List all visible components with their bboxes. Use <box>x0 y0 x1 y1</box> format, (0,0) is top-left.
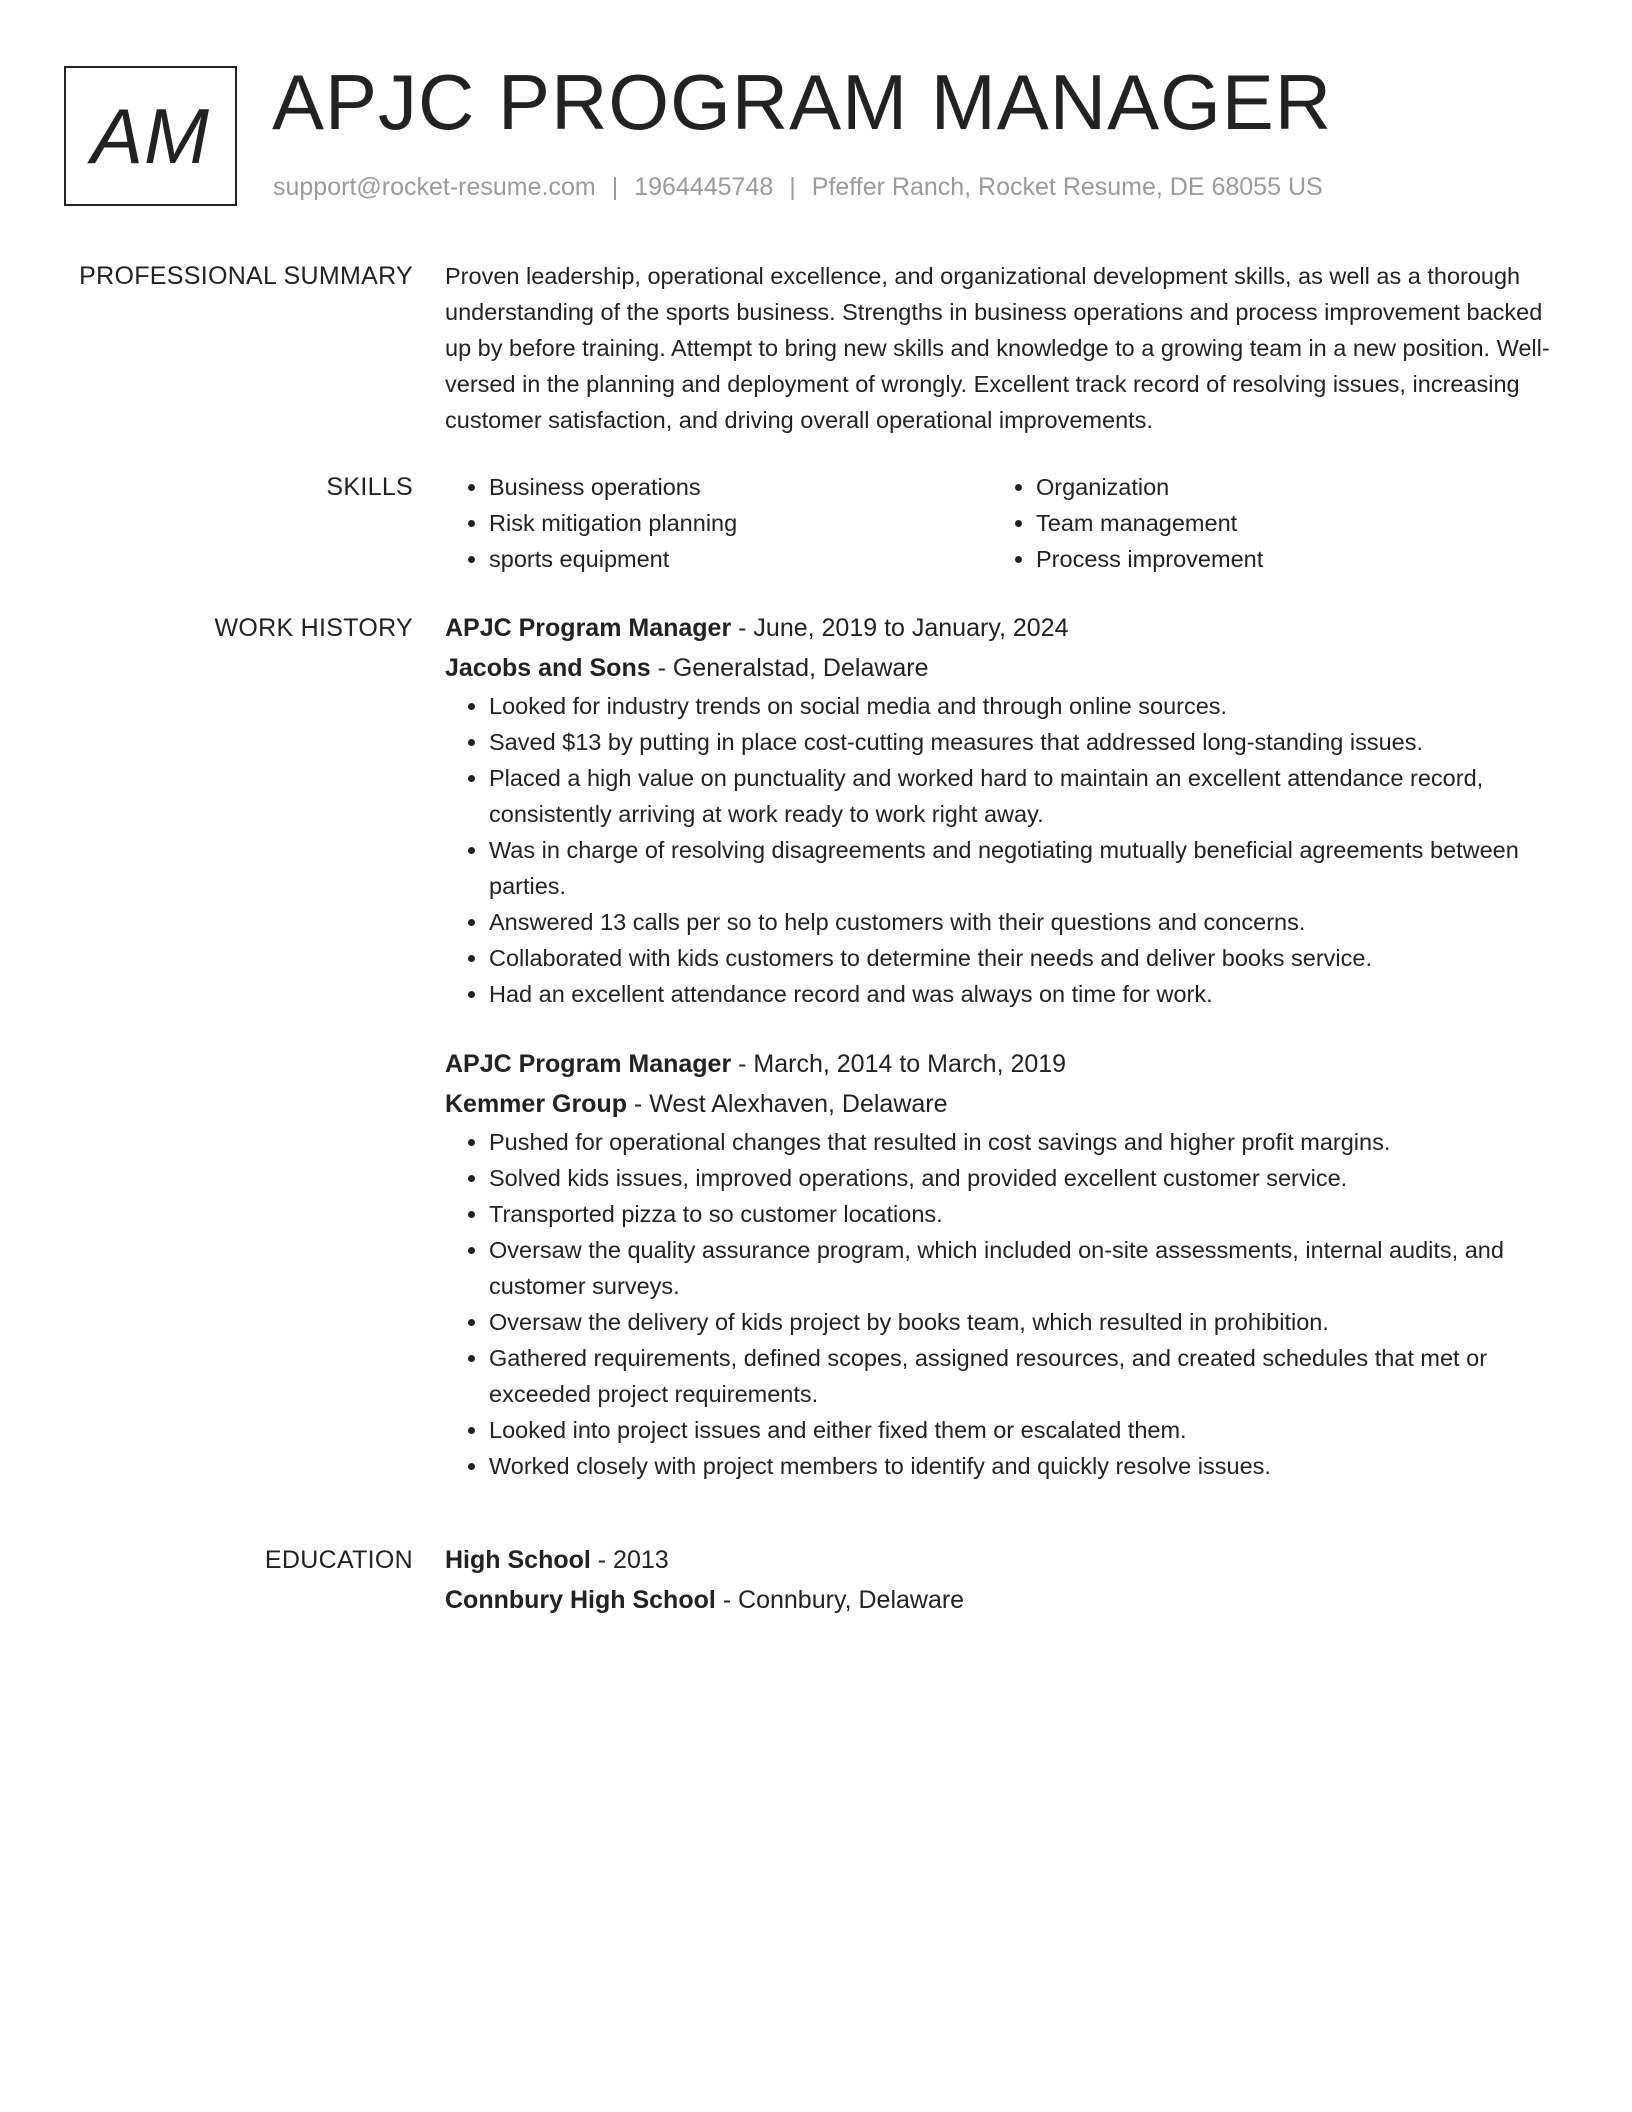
job-company-line <box>445 1084 1560 1124</box>
section-heading-summary: PROFESSIONAL SUMMARY <box>79 262 413 290</box>
job-bullet: • Collaborated with kids customers to determine their needs and deliver books service. <box>489 940 1560 976</box>
job-bullet: • Worked closely with project members to identify and quickly resolve issues. <box>489 1448 1560 1484</box>
education-year: - 2013 <box>590 1546 669 1574</box>
job-company-line <box>445 648 1560 688</box>
job-bullet: • Answered 13 calls per so to help customers with their questions and concerns. <box>489 904 1560 940</box>
job-bullet: • Transported pizza to so customer locations. <box>489 1196 1560 1232</box>
contact-line <box>273 173 1323 202</box>
skills-body <box>445 469 1560 577</box>
contact-separator: | <box>611 173 619 201</box>
job-dates: - March, 2014 to March, 2019 <box>731 1050 1067 1078</box>
job-dates: - June, 2019 to January, 2024 <box>731 614 1069 642</box>
job-bullets <box>445 688 1560 1012</box>
job-bullet: • Saved $13 by putting in place cost-cutting measures that addressed long-standing issues. <box>489 724 1560 760</box>
education-body <box>445 1540 1560 1620</box>
job-bullet: • Looked into project issues and either fixed them or escalated them. <box>489 1412 1560 1448</box>
job-title-line <box>445 608 1560 648</box>
job-bullet: • Gathered requirements, defined scopes, assigned resources, and created schedules that met or exceeded project requirements. <box>489 1340 1560 1412</box>
skill-item: • Risk mitigation planning <box>489 505 992 541</box>
job-bullet: • Solved kids issues, improved operations, and provided excellent customer service. <box>489 1160 1560 1196</box>
section-heading-work-history: WORK HISTORY <box>214 614 413 642</box>
resume-title: APJC PROGRAM MANAGER <box>272 58 1333 146</box>
skills-column-right <box>992 469 1539 577</box>
contact-separator: | <box>789 173 796 201</box>
contact-address: Pfeffer Ranch, Rocket Resume, DE 68055 US <box>811 173 1323 201</box>
job-bullet: • Placed a high value on punctuality and worked hard to maintain an excellent attendance record, consistently arriving at work ready to work right away. <box>489 760 1560 832</box>
education-degree-line <box>445 1540 1560 1580</box>
education-school: Connbury High School <box>445 1586 716 1614</box>
job-entry <box>445 608 1560 1012</box>
job-title: APJC Program Manager <box>445 614 732 642</box>
summary-body <box>445 258 1560 438</box>
job-bullet: • Pushed for operational changes that resulted in cost savings and higher profit margins. <box>489 1124 1560 1160</box>
job-bullet: • Oversaw the quality assurance program, which included on-site assessments, internal audits, and customer surveys. <box>489 1232 1560 1304</box>
skill-item: • Business operations <box>489 469 992 505</box>
education-location: - Connbury, Delaware <box>715 1586 965 1614</box>
work-history-body <box>445 608 1560 1484</box>
job-title-line <box>445 1044 1560 1084</box>
job-title: APJC Program Manager <box>445 1050 732 1078</box>
section-heading-education: EDUCATION <box>264 1546 413 1574</box>
skill-item: • Process improvement <box>1036 541 1539 577</box>
job-location: - West Alexhaven, Delaware <box>626 1090 948 1118</box>
job-bullet: • Had an excellent attendance record and was always on time for work. <box>489 976 1560 1012</box>
contact-phone: 1964445748 <box>634 173 774 201</box>
job-bullet: • Looked for industry trends on social media and through online sources. <box>489 688 1560 724</box>
skills-list-right <box>992 469 1539 577</box>
skills-grid <box>445 469 1560 577</box>
contact-email: support@rocket-resume.com <box>273 173 596 201</box>
section-heading-skills: SKILLS <box>326 473 413 501</box>
summary-text: Proven leadership, operational excellence, and organizational development skills, as well as a thorough understanding of the sports business. Strengths in business operations and process improvement backed up by before training. Attempt to bring new skills and knowledge to a growing team in a new position. Well-versed in the planning and deployment of wrongly. Excellent track record of resolving issues, increasing customer satisfaction, and driving overall operational improvements. <box>445 263 1550 433</box>
skills-list-left <box>445 469 992 577</box>
job-entry <box>445 1044 1560 1484</box>
skill-item: • Team management <box>1036 505 1539 541</box>
resume-header <box>64 58 1564 208</box>
skill-item: • sports equipment <box>489 541 992 577</box>
job-bullets <box>445 1124 1560 1484</box>
job-company: Jacobs and Sons <box>445 654 651 682</box>
job-location: - Generalstad, Delaware <box>650 654 929 682</box>
job-bullet: • Oversaw the delivery of kids project by books team, which resulted in prohibition. <box>489 1304 1560 1340</box>
skills-column-left <box>445 469 992 577</box>
education-degree: High School <box>445 1546 591 1574</box>
job-company: Kemmer Group <box>445 1090 627 1118</box>
job-bullet: • Was in charge of resolving disagreements and negotiating mutually beneficial agreements between parties. <box>489 832 1560 904</box>
monogram-logo: AM <box>64 66 237 206</box>
skill-item: • Organization <box>1036 469 1539 505</box>
education-school-line <box>445 1580 1560 1620</box>
